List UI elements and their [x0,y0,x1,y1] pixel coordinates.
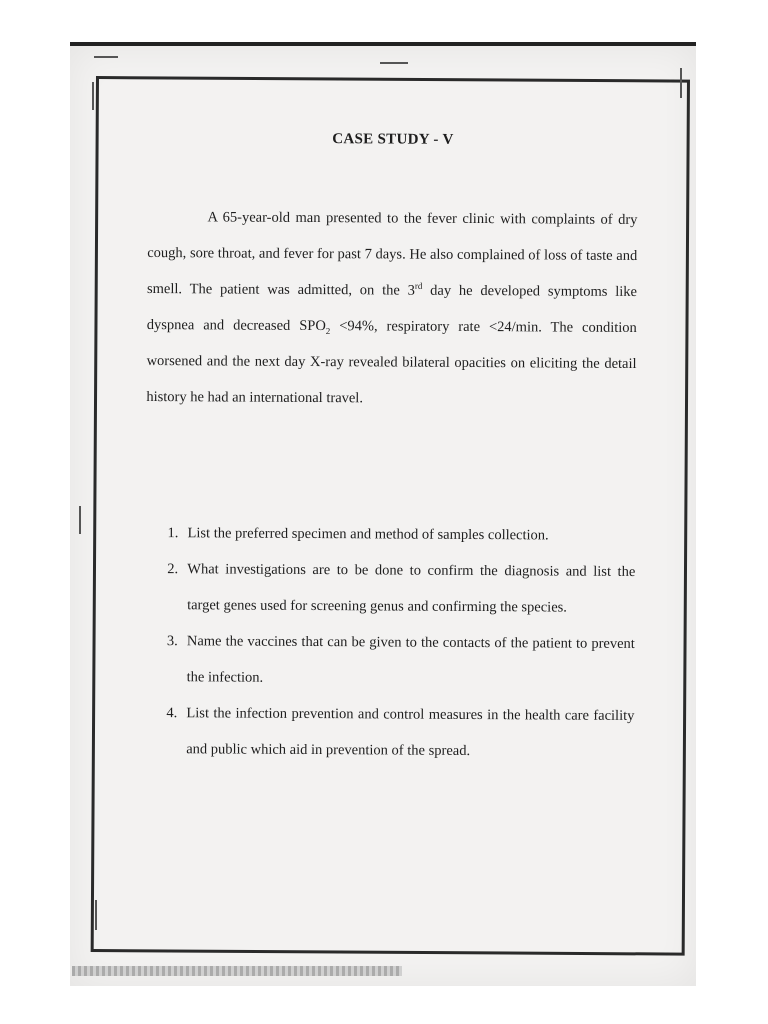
scan-mark [95,900,97,930]
question-text: List the preferred specimen and method of samples collection. [187,525,549,544]
case-description-paragraph [146,199,637,418]
question-item [167,623,635,698]
scan-mark [92,82,94,110]
paragraph-text-part3: <94%, respiratory rate <24/min. The condition worsened and the next day X-ray revealed bilateral opacities on eliciting the detail history he had an international travel. [146,318,637,407]
question-text: List the infection prevention and control measures in the health care facility and public which aid in prevention of the spread. [186,705,635,759]
scan-mark [94,56,118,58]
scan-mark [380,62,408,64]
question-number: 1. [167,525,179,542]
spo2-subscript: 2 [325,325,331,337]
ordinal-superscript: rd [414,280,423,291]
case-study-document [144,130,638,770]
question-number: 2. [167,561,179,578]
question-text: What investigations are to be done to confirm the diagnosis and list the target genes used for screening genus and confirming the species. [187,561,636,616]
scan-mark [680,68,682,98]
question-number: 4. [166,705,178,722]
paragraph-text-part2: day he developed symptoms like dyspnea and decreased SPO [146,282,638,335]
question-item [167,551,635,626]
case-study-title: CASE STUDY - V [332,131,454,148]
paragraph-text-part1: A 65-year-old man presented to the fever clinic with complaints of dry cough, sore throat, and fever for past 7 days. He also complained of loss of taste and smell. The patient was admitted, on the 3 [146,209,638,299]
question-text: Name the vaccines that can be given to the contacts of the patient to prevent the infection. [186,633,635,686]
question-item [166,695,634,770]
scan-edge-strip [72,966,402,976]
question-item [167,515,635,554]
scan-mark [79,506,81,534]
question-list [166,515,636,770]
question-number: 3. [166,633,178,650]
